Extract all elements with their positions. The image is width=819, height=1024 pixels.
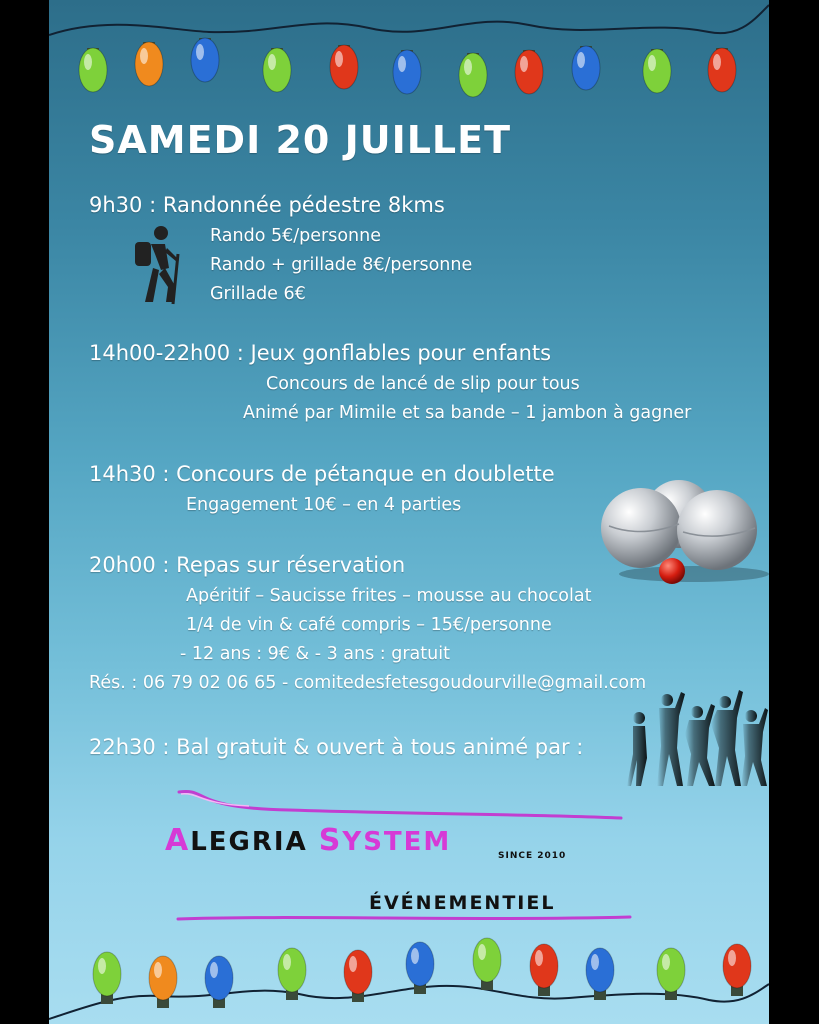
hiker-icon bbox=[131, 224, 187, 306]
top-bulb bbox=[79, 48, 107, 92]
vin-cafe-line: 1/4 de vin & café compris – 15€/personne bbox=[186, 615, 552, 635]
section-heading-petanque: 14h30 : Concours de pétanque en doublette bbox=[89, 462, 555, 486]
top-bulb bbox=[708, 48, 736, 92]
top-bulb bbox=[263, 48, 291, 92]
top-bulb bbox=[191, 38, 219, 82]
rando-grillade-price-line: Rando + grillade 8€/personne bbox=[210, 255, 473, 275]
bottom-bulb bbox=[473, 938, 501, 990]
brand-word-ystem: YSTEM bbox=[342, 827, 452, 857]
section-heading-bal: 22h30 : Bal gratuit & ouvert à tous animé par : bbox=[89, 735, 584, 759]
bottom-bulb bbox=[93, 952, 121, 1004]
brand-name bbox=[165, 823, 451, 858]
brand-word-legria: LEGRIA bbox=[190, 827, 319, 857]
top-bulb bbox=[643, 49, 671, 93]
top-bulb bbox=[135, 42, 163, 86]
event-date-title: SAMEDI 20 JUILLET bbox=[89, 118, 512, 162]
engagement-line: Engagement 10€ – en 4 parties bbox=[186, 495, 462, 515]
reservation-contact: Rés. : 06 79 02 06 65 - comitedesfetesgoudourville@gmail.com bbox=[89, 673, 647, 693]
top-bulb bbox=[515, 50, 543, 94]
section-heading-repas: 20h00 : Repas sur réservation bbox=[89, 553, 406, 577]
rando-price-line: Rando 5€/personne bbox=[210, 226, 381, 246]
brand-letter-s: S bbox=[318, 823, 343, 858]
bottom-bulb bbox=[205, 956, 233, 1008]
dancers-icon bbox=[619, 688, 769, 788]
section-heading-jeux: 14h00-22h00 : Jeux gonflables pour enfants bbox=[89, 341, 552, 365]
section-heading-rando: 9h30 : Randonnée pédestre 8kms bbox=[89, 193, 445, 217]
grillade-price-line: Grillade 6€ bbox=[210, 284, 306, 304]
concours-slip-line: Concours de lancé de slip pour tous bbox=[266, 374, 580, 394]
bottom-bulb bbox=[586, 948, 614, 1000]
top-bulb bbox=[572, 46, 600, 90]
bottom-bulb bbox=[344, 950, 372, 1002]
event-poster bbox=[49, 0, 769, 1024]
menu-line: Apéritif – Saucisse frites – mousse au chocolat bbox=[186, 586, 592, 606]
bottom-bulb bbox=[530, 944, 558, 996]
brand-letter-a: A bbox=[165, 823, 191, 858]
bottom-bulb bbox=[149, 956, 177, 1008]
brand-since: SINCE 2010 bbox=[498, 851, 567, 861]
bottom-bulb bbox=[657, 948, 685, 1000]
top-bulb bbox=[393, 50, 421, 94]
bottom-christmas-lights bbox=[49, 914, 769, 1024]
anime-par-line: Animé par Mimile et sa bande – 1 jambon à gagner bbox=[243, 403, 692, 423]
petanque-balls-icon bbox=[599, 476, 769, 586]
brand-tagline: ÉVÉNEMENTIEL bbox=[369, 892, 556, 914]
bottom-bulb bbox=[723, 944, 751, 996]
tarif-enfants-line: - 12 ans : 9€ & - 3 ans : gratuit bbox=[180, 644, 450, 664]
brand-swoosh-top bbox=[169, 784, 629, 824]
top-bulb bbox=[459, 53, 487, 97]
top-bulb bbox=[330, 45, 358, 89]
top-christmas-lights bbox=[49, 0, 769, 110]
